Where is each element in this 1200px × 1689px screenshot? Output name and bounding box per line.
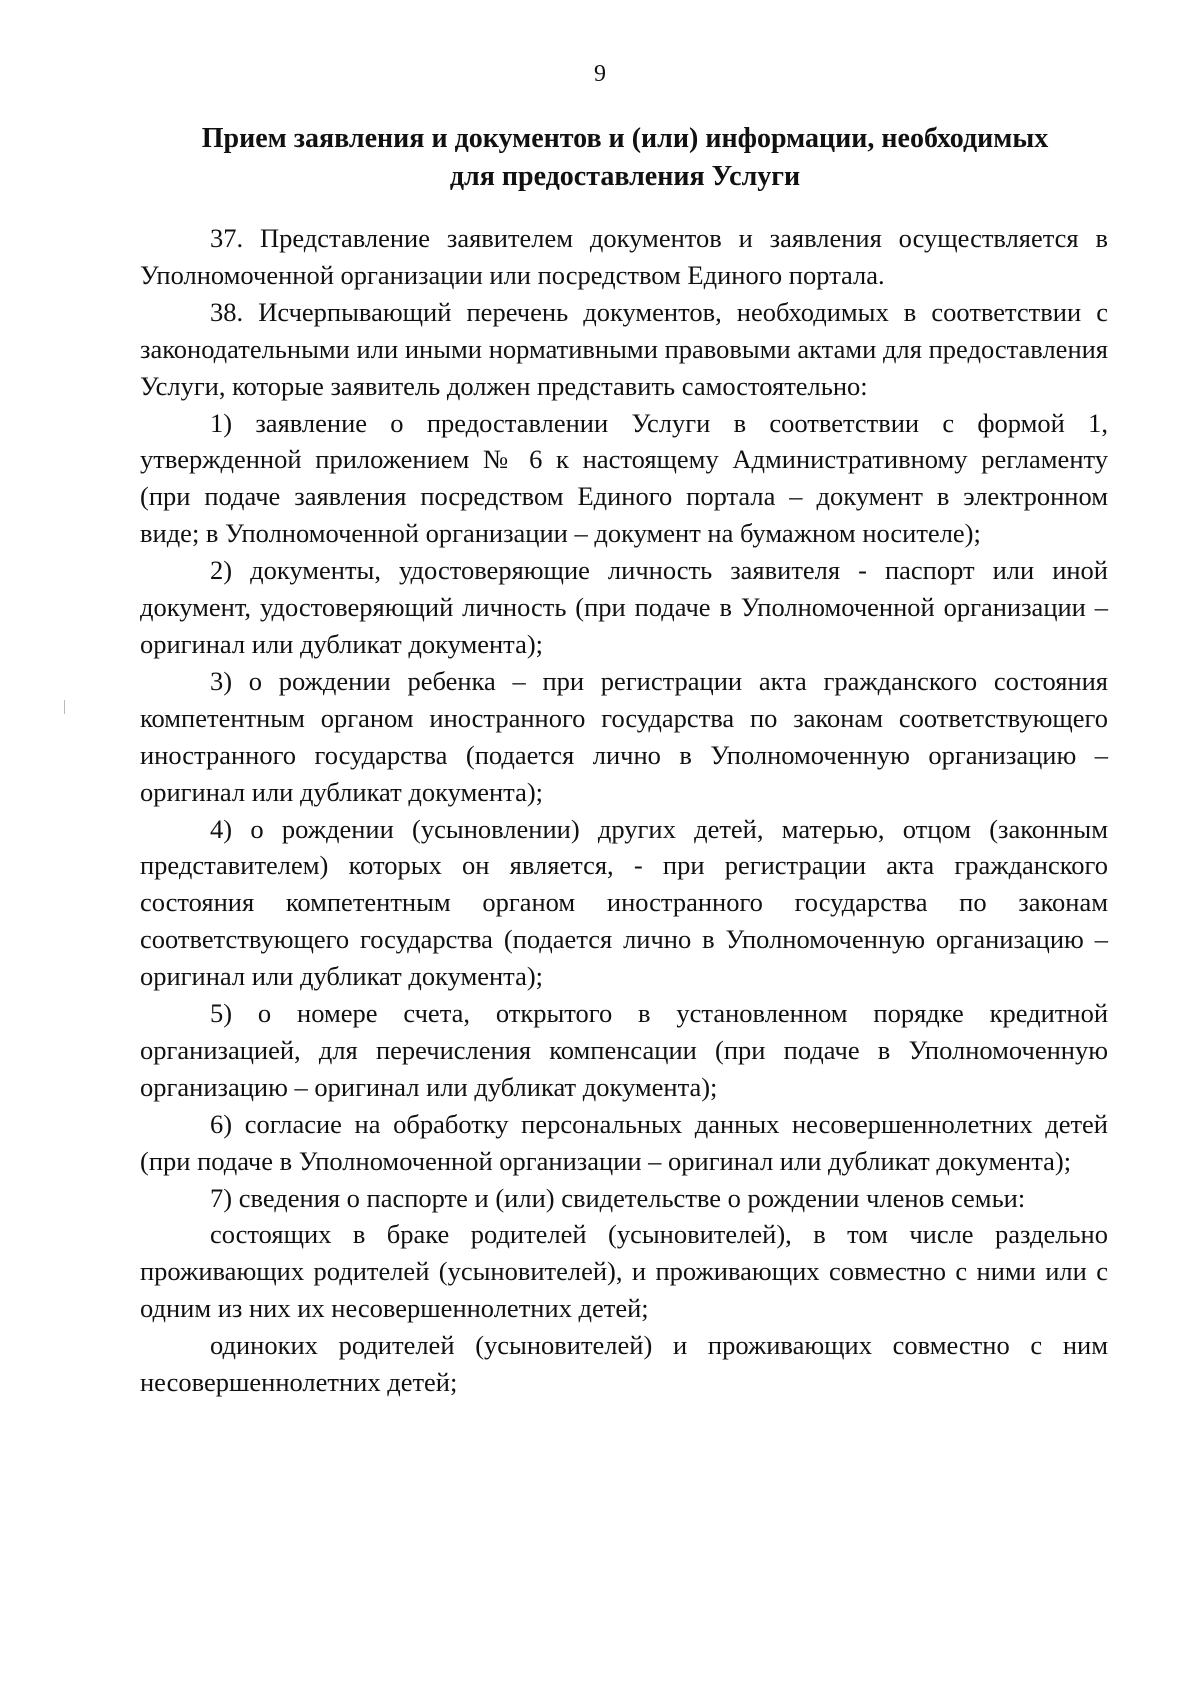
list-item-4: 4) о рождении (усыновлении) других детей, матерью, отцом (законным представителем) которых он является, - при регистрации акта гражданского состояния компетентным органом иностранного государства по законам соответствующего государства (подается лично в Уполномоченную организацию – оригинал или дубликат документа); xyxy=(140,813,1108,992)
document-body xyxy=(140,220,1108,1401)
list-item-3: 3) о рождении ребенка – при регистрации акта гражданского состояния компетентным органом иностранного государства по законам соответствующего иностранного государства (подается лично в Уполномоченную организацию – оригинал или дубликат документа); xyxy=(140,665,1108,807)
list-item-7: 7) сведения о паспорте и (или) свидетельстве о рождении членов семьи: xyxy=(210,1182,1026,1213)
section-heading xyxy=(140,120,1110,196)
list-item-5: 5) о номере счета, открытого в установленном порядке кредитной организацией, для перечисления компенсации (при подаче в Уполномоченную организацию – оригинал или дубликат документа); xyxy=(140,998,1108,1102)
section-heading-line-2: для предоставления Услуги xyxy=(449,161,801,192)
list-item-2: 2) документы, удостоверяющие личность заявителя - паспорт или иной документ, удостоверяющий личность (при подаче в Уполномоченной организации – оригинал или дубликат документа); xyxy=(140,555,1108,659)
list-item-7-single-parents: одиноких родителей (усыновителей) и проживающих совместно с ним несовершеннолетних детей; xyxy=(140,1330,1108,1398)
list-item-7-married-parents: состоящих в браке родителей (усыновителей), в том числе раздельно проживающих родителей (усыновителей), и проживающих совместно с ними или с одним из них их несовершеннолетних детей; xyxy=(140,1219,1108,1324)
paragraph-38: 38. Исчерпывающий перечень документов, необходимых в соответствии с законодательными или иными нормативными правовыми актами для предоставления Услуги, которые заявитель должен представить самостоятельно: xyxy=(140,296,1108,401)
list-item-6: 6) согласие на обработку персональных данных несовершеннолетних детей (при подаче в Уполномоченной организации – оригинал или дубликат документа); xyxy=(140,1108,1108,1176)
page-number: 9 xyxy=(594,61,606,87)
list-item-1: 1) заявление о предоставлении Услуги в соответствии с формой 1, утвержденной приложением № 6 к настоящему Административному регламенту (при подаче заявления посредством Единого портала – документ в электронном виде; в Уполномоченной организации – документ на бумажном носителе); xyxy=(140,407,1108,549)
scan-artifact-mark xyxy=(64,700,65,714)
paragraph-37: 37. Представление заявителем документов и заявления осуществляется в Уполномоченной организации или посредством Единого портала. xyxy=(140,223,1108,290)
section-heading-line-1: Прием заявления и документов и (или) информации, необходимых xyxy=(201,123,1049,154)
